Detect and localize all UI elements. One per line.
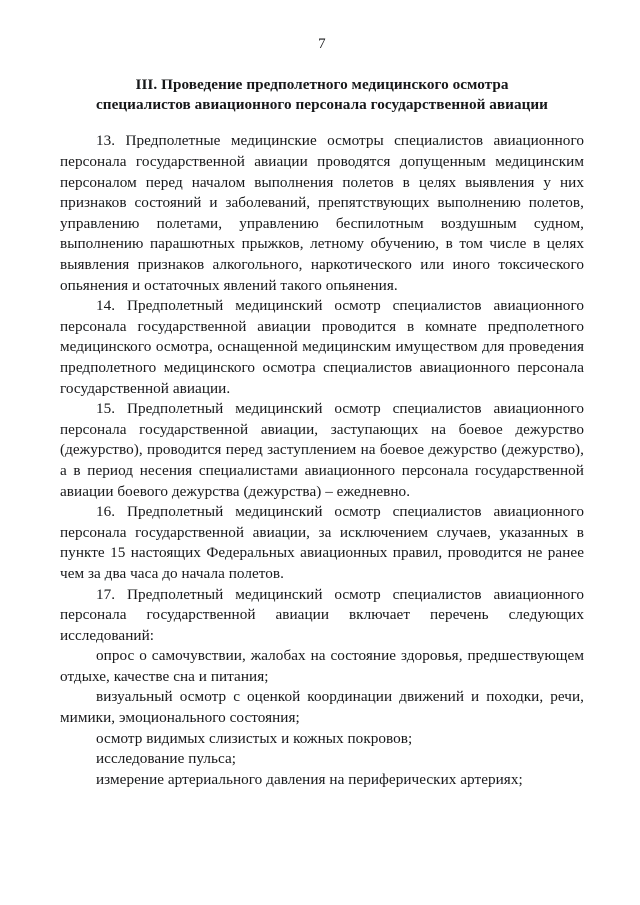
- list-item-visual-exam: визуальный осмотр с оценкой координации движений и походки, речи, мимики, эмоционального состояния;: [60, 688, 584, 727]
- page-number: 7: [318, 36, 326, 52]
- heading-line-1: III. Проведение предполетного медицинского осмотра: [135, 76, 509, 93]
- list-item-mucous-skin: осмотр видимых слизистых и кожных покровов;: [96, 729, 413, 747]
- section-heading: [66, 75, 578, 115]
- list-item-blood-pressure: измерение артериального давления на периферических артериях;: [96, 770, 523, 788]
- paragraph-17: 17. Предполетный медицинский осмотр специалистов авиационного персонала государственной авиации включает перечень следующих исследований:: [60, 585, 584, 644]
- list-item-pulse: исследование пульса;: [96, 750, 237, 768]
- heading-line-2: специалистов авиационного персонала государственной авиации: [96, 96, 548, 114]
- paragraph-14: 14. Предполетный медицинский осмотр специалистов авиационного персонала государственной авиации проводится в комнате предполетного медицинского осмотра, оснащенной медицинским имуществом для проведения предполетного медицинского осмотра специалистов авиационного персонала государственной авиации.: [60, 297, 584, 397]
- paragraph-16: 16. Предполетный медицинский осмотр специалистов авиационного персонала государственной авиации, за исключением случаев, указанных в пункте 15 настоящих Федеральных авиационных правил, проводится не ранее чем за два часа до начала полетов.: [60, 503, 584, 582]
- paragraph-15: 15. Предполетный медицинский осмотр специалистов авиационного персонала государственной авиации, заступающих на боевое дежурство (дежурство), проводится перед заступлением на боевое дежурство (дежурство), а в период несения специалистами авиационного персонала государственной авиации боевого дежурства (дежурства) – ежедневно.: [60, 400, 584, 500]
- list-item-survey: опрос о самочувствии, жалобах на состояние здоровья, предшествующем отдыхе, качестве сна и питания;: [60, 647, 584, 685]
- paragraph-13: 13. Предполетные медицинские осмотры специалистов авиационного персонала государственной авиации проводятся допущенным медицинским персоналом перед началом выполнения полетов в целях выявления у них признаков состояний и заболеваний, препятствующих выполнению полетов, управлению полетами, управлению беспилотным воздушным судном, выполнению парашютных прыжков, летному обучению, в том числе в целях выявления признаков алкогольного, наркотического или иного токсического опьянения и остаточных явлений такого опьянения.: [60, 132, 584, 294]
